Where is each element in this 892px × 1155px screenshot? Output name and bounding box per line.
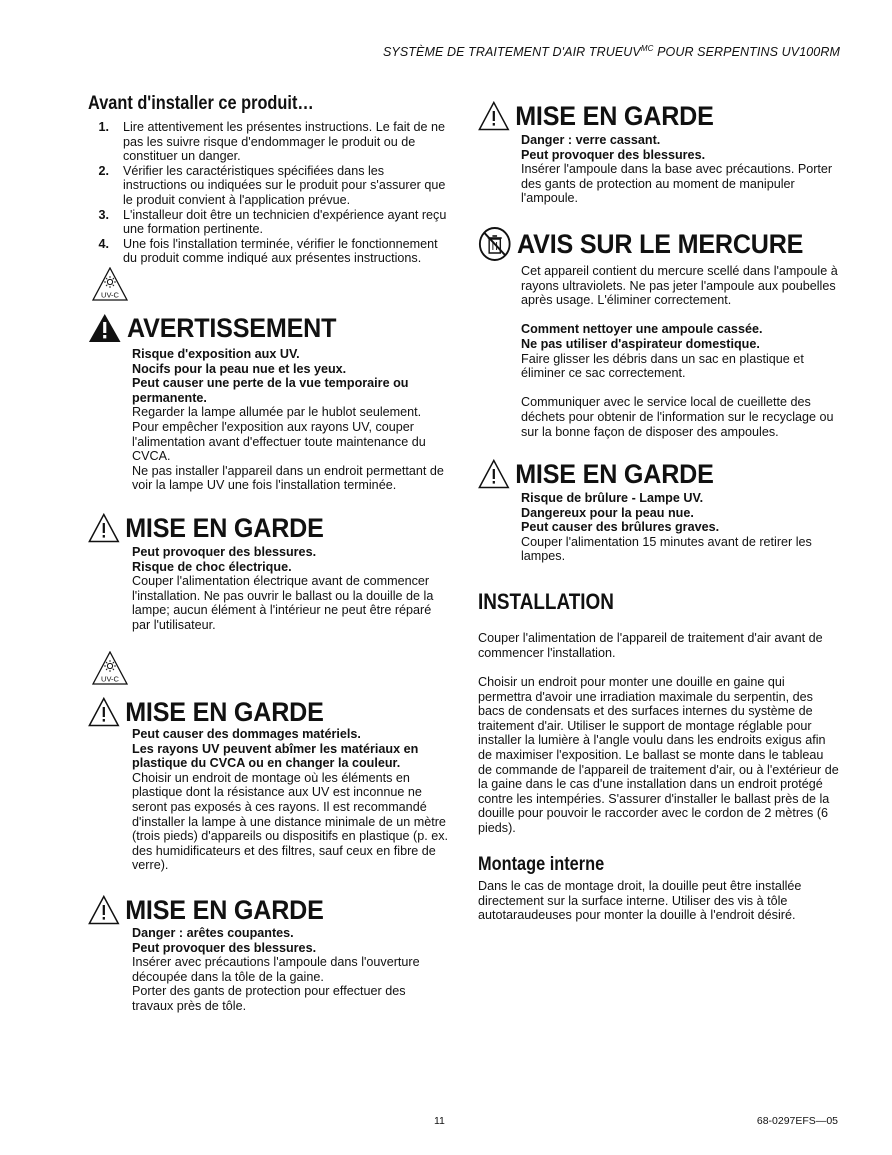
caution-block-4	[478, 101, 731, 131]
header-title-sup: MC	[640, 44, 654, 53]
warning-body-avertissement	[132, 347, 450, 493]
step-text: Vérifier les caractéristiques spécifiées dans les instructions ou indiquées sur le produit pour s'assurer que le produit convient à l'application prévue.	[123, 163, 446, 207]
step-item	[88, 208, 450, 237]
caution-body-2	[132, 727, 450, 873]
caution-block-5	[478, 459, 731, 489]
page-number: 11	[434, 1115, 445, 1127]
warning-bold-line: Peut causer une perte de la vue temporaire ou permanente.	[132, 376, 409, 405]
caution-title: MISE EN GARDE	[125, 895, 324, 925]
mercury-text: Cet appareil contient du mercure scellé dans l'ampoule à rayons ultraviolets. Ne pas jeter l'ampoule aux poubelles après usage. L'éliminer correctement.	[521, 264, 838, 308]
caution-bold-line: Peut provoquer des blessures.	[132, 940, 317, 955]
caution-bold-line: Les rayons UV peuvent abîmer les matériaux en plastique du CVCA ou en changer la couleur.	[132, 741, 419, 771]
caution-title: MISE EN GARDE	[125, 697, 324, 727]
caution-bold-line: Risque de choc électrique.	[132, 559, 292, 574]
spacer	[521, 308, 843, 323]
caution-triangle-icon	[88, 513, 120, 543]
caution-block-3	[88, 895, 341, 925]
caution-body-1	[132, 545, 450, 633]
caution-title: MISE EN GARDE	[515, 459, 714, 489]
caution-body-4	[521, 133, 843, 206]
spacer	[521, 381, 843, 396]
step-number: 4.	[98, 236, 109, 251]
before-install-heading: Avant d'installer ce produit…	[88, 93, 314, 114]
mercury-text: Communiquer avec le service local de cueillette des déchets pour obtenir de l'information sur le recyclage ou sur la bonne façon de disposer des ampoules.	[521, 395, 834, 439]
uvc-label: UV-C	[101, 674, 119, 684]
caution-bold-line: Peut causer des brûlures graves.	[521, 520, 720, 535]
caution-text: Couper l'alimentation électrique avant de commencer l'installation. Ne pas ouvrir le ballast ou la douille de la lampe; aucun élément à l'intérieur ne peut être réparé par l'utilisateur.	[132, 574, 434, 632]
header-title-tail: POUR SERPENTINS UV100RM	[653, 45, 840, 60]
caution-text: Insérer l'ampoule dans la base avec précautions. Porter des gants de protection au moment de manipuler l'ampoule.	[521, 162, 833, 206]
step-number: 3.	[98, 207, 109, 222]
installation-paragraph-2: Choisir un endroit pour monter une douille en gaine qui permettra d'avoir une irradiation maximale du serpentin, des bacs de condensats et des surfaces internes du système de traitement d'air. Utiliser le support de montage réglable pour installer la lumière à l'angle voulu dans les endroits exigus afin de maximiser l'exposition. Le ballast se monte dans le tableau de commande de l'appareil de traitement d'air, ou à l'extérieur de la gaine dans le cas d'une installation dans un endroit protégé contre les intempéries. S'assurer d'installer le ballast près de la douille pour pouvoir le raccorder avec le cordon de 2 mètres (6 pieds).	[478, 675, 839, 835]
step-text: L'installeur doit être un technicien d'expérience ayant reçu une formation pertinente.	[123, 207, 447, 237]
running-header	[383, 44, 840, 59]
caution-body-3	[132, 926, 450, 1014]
mercury-title: AVIS SUR LE MERCURE	[517, 229, 804, 259]
step-item	[88, 164, 450, 208]
caution-title-row	[478, 459, 714, 489]
warning-title: AVERTISSEMENT	[127, 313, 337, 343]
uvc-hazard-icon	[92, 267, 128, 301]
mercury-bold-line: Ne pas utiliser d'aspirateur domestique.	[521, 336, 760, 351]
warning-text: Regarder la lampe allumée par le hublot seulement. Pour empêcher l'exposition aux rayons UV, couper l'alimentation avant d'effectuer toute maintenance du CVCA.	[132, 405, 426, 464]
caution-bold-line: Danger : verre cassant.	[521, 133, 661, 147]
uvc-hazard-icon	[92, 651, 128, 685]
caution-triangle-icon	[478, 101, 510, 131]
warning-title-row	[88, 313, 336, 343]
montage-section	[478, 854, 625, 876]
header-title-main: SYSTÈME DE TRAITEMENT D'AIR TRUEUV	[382, 45, 641, 60]
caution-bold-line: Risque de brûlure - Lampe UV.	[521, 491, 704, 505]
caution-body-5	[521, 491, 843, 564]
caution-title: MISE EN GARDE	[125, 513, 324, 543]
mercury-body	[521, 264, 843, 439]
step-item	[88, 237, 450, 266]
caution-bold-line: Danger : arêtes coupantes.	[132, 926, 294, 940]
caution-title-row	[88, 895, 324, 925]
warning-block-avertissement	[88, 313, 355, 343]
mercury-bold-line: Comment nettoyer une ampoule cassée.	[521, 322, 763, 337]
no-trash-icon	[478, 226, 511, 262]
caution-title: MISE EN GARDE	[515, 101, 714, 131]
montage-paragraph: Dans le cas de montage droit, la douille peut être installée directement sur la surface interne. Utiliser des vis à tôle autotaraudeuses pour monter la douille à l'endroit désiré.	[478, 879, 802, 923]
before-install-section	[88, 93, 350, 115]
step-number: 2.	[98, 163, 109, 178]
document-number: 68-0297EFS—05	[756, 1115, 838, 1127]
caution-triangle-icon	[88, 697, 120, 727]
warning-text: Ne pas installer l'appareil dans un endroit permettant de voir la lampe UV une fois l'installation terminée.	[132, 463, 444, 493]
installation-section	[478, 589, 636, 615]
caution-block-2	[88, 697, 341, 727]
caution-bold-line: Peut provoquer des blessures.	[521, 147, 706, 162]
warning-bold-line: Risque d'exposition aux UV.	[132, 347, 300, 361]
warning-triangle-icon	[88, 313, 121, 343]
caution-title-row	[478, 101, 714, 131]
before-install-steps	[88, 120, 450, 266]
caution-text: Porter des gants de protection pour effectuer des travaux près de tôle.	[132, 984, 406, 1013]
caution-bold-line: Peut causer des dommages matériels.	[132, 727, 361, 741]
mercury-text: Faire glisser les débris dans un sac en plastique et éliminer ce sac correctement.	[521, 351, 804, 381]
mercury-title-row	[478, 226, 803, 262]
caution-text: Insérer avec précautions l'ampoule dans l'ouverture découpée dans la tôle de la gaine.	[132, 955, 420, 984]
caution-bold-line: Dangereux pour la peau nue.	[521, 505, 694, 520]
warning-bold-line: Nocifs pour la peau nue et les yeux.	[132, 361, 347, 376]
montage-heading: Montage interne	[478, 854, 605, 875]
caution-title-row	[88, 513, 324, 543]
uvc-label: UV-C	[101, 290, 119, 300]
step-text: Lire attentivement les présentes instructions. Le fait de ne pas les suivre risque d'endommager le produit ou de constituer un danger.	[123, 120, 446, 164]
caution-bold-line: Peut provoquer des blessures.	[132, 545, 317, 559]
step-item	[88, 120, 450, 164]
caution-triangle-icon	[478, 459, 510, 489]
step-number: 1.	[98, 120, 109, 134]
installation-paragraph-1: Couper l'alimentation de l'appareil de traitement d'air avant de commencer l'installation.	[478, 631, 823, 660]
caution-text: Choisir un endroit de montage où les éléments en plastique dont la résistance aux UV est inconnue ne seront pas exposés à ces rayons. Il est recommandé d'installer la lampe à une distance minimale de un mètre (trois pieds) d'appareils ou dispositifs en plastique (p. ex. des humidificateurs et des filtres, sauf ceux en fibre de verre).	[132, 770, 449, 873]
caution-block-1	[88, 513, 341, 543]
installation-heading: INSTALLATION	[478, 589, 614, 614]
caution-text: Couper l'alimentation 15 minutes avant de retirer les lampes.	[521, 534, 812, 564]
caution-triangle-icon	[88, 895, 120, 925]
step-text: Une fois l'installation terminée, vérifier le fonctionnement du produit comme indiqué aux présentes instructions.	[123, 236, 438, 266]
mercury-notice-block	[478, 226, 828, 262]
caution-title-row	[88, 697, 324, 727]
